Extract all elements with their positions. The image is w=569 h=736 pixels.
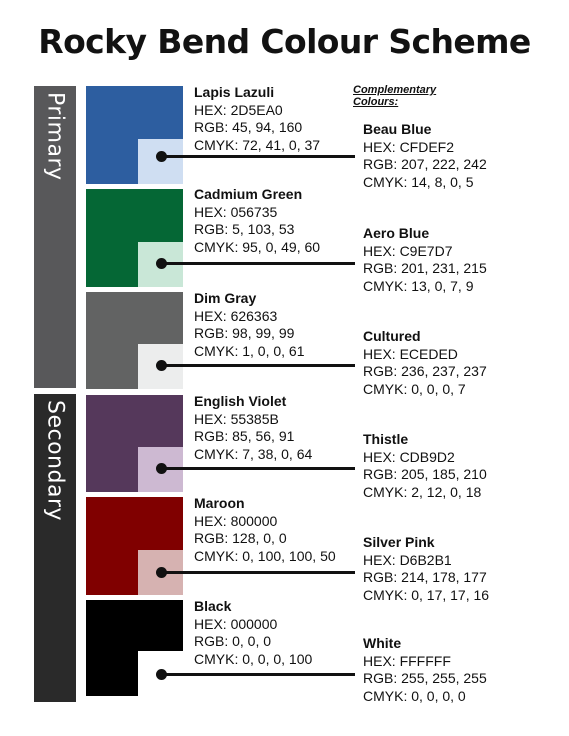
color-name: English Violet	[194, 393, 287, 409]
complementary-hex: HEX: D6B2B1	[363, 551, 452, 568]
connector-line	[160, 467, 355, 470]
color-name: Dim Gray	[194, 290, 257, 306]
connector-dot	[156, 463, 167, 474]
color-hex: HEX: 626363	[194, 307, 278, 324]
complementary-cmyk: CMYK: 0, 0, 0, 7	[363, 380, 466, 397]
complementary-info-cultured	[363, 328, 487, 398]
color-info-cadmium-green	[194, 186, 320, 256]
complementary-hex: HEX: FFFFFF	[363, 652, 451, 669]
color-cmyk: CMYK: 72, 41, 0, 37	[194, 136, 321, 153]
page-title: Rocky Bend Colour Scheme	[38, 22, 531, 61]
swatch-dim-gray	[86, 292, 183, 389]
primary-section-bar	[34, 86, 76, 388]
complementary-rgb: RGB: 236, 237, 237	[363, 363, 487, 379]
connector-line	[160, 571, 355, 574]
color-info-maroon	[194, 495, 336, 565]
connector-line	[160, 155, 355, 158]
connector-line	[160, 262, 355, 265]
complementary-hex: HEX: CFDEF2	[363, 138, 455, 155]
color-name: Cadmium Green	[194, 186, 303, 202]
color-rgb: RGB: 0, 0, 0	[194, 633, 272, 649]
complementary-heading-line-1: Complementary	[353, 84, 437, 96]
complementary-rgb: RGB: 201, 231, 215	[363, 260, 487, 276]
complementary-cmyk: CMYK: 0, 17, 17, 16	[363, 586, 490, 603]
complementary-cmyk: CMYK: 13, 0, 7, 9	[363, 277, 474, 294]
complementary-name: White	[363, 635, 402, 651]
complementary-rgb: RGB: 255, 255, 255	[363, 670, 487, 686]
complementary-info-beau-blue	[363, 121, 487, 191]
complementary-info-aero-blue	[363, 225, 487, 295]
color-rgb: RGB: 128, 0, 0	[194, 530, 287, 546]
color-hex: HEX: 000000	[194, 615, 278, 632]
complementary-name: Aero Blue	[363, 225, 430, 241]
complementary-info-thistle	[363, 431, 487, 501]
color-name: Black	[194, 598, 232, 614]
color-info-black	[194, 598, 312, 668]
complementary-hex: HEX: ECEDED	[363, 345, 458, 362]
complementary-info-silver-pink	[363, 534, 489, 604]
complementary-cmyk: CMYK: 0, 0, 0, 0	[363, 687, 466, 704]
swatch-english-violet	[86, 395, 183, 492]
secondary-section-label: Secondary	[42, 400, 68, 522]
color-rgb: RGB: 85, 56, 91	[194, 428, 295, 444]
color-rgb: RGB: 5, 103, 53	[194, 221, 295, 237]
complementary-heading	[353, 84, 436, 108]
connector-dot	[156, 360, 167, 371]
complementary-cmyk: CMYK: 2, 12, 0, 18	[363, 483, 482, 500]
complementary-name: Silver Pink	[363, 534, 435, 550]
color-rgb: RGB: 98, 99, 99	[194, 325, 295, 341]
color-cmyk: CMYK: 95, 0, 49, 60	[194, 238, 321, 255]
connector-line	[160, 364, 355, 367]
complementary-rgb: RGB: 214, 178, 177	[363, 569, 487, 585]
color-cmyk: CMYK: 0, 100, 100, 50	[194, 547, 336, 564]
color-name: Lapis Lazuli	[194, 84, 275, 100]
color-name: Maroon	[194, 495, 245, 511]
color-cmyk: CMYK: 1, 0, 0, 61	[194, 342, 305, 359]
complementary-cmyk: CMYK: 14, 8, 0, 5	[363, 173, 474, 190]
swatch-black	[86, 600, 183, 696]
swatch-lapis-lazuli	[86, 86, 183, 184]
connector-dot	[156, 567, 167, 578]
complementary-heading-line-2: Colours:	[353, 96, 399, 108]
color-rgb: RGB: 45, 94, 160	[194, 119, 303, 135]
complementary-info-white	[363, 635, 487, 705]
swatch-maroon	[86, 497, 183, 595]
color-cmyk: CMYK: 0, 0, 0, 100	[194, 650, 313, 667]
complementary-hex: HEX: CDB9D2	[363, 448, 455, 465]
connector-dot	[156, 258, 167, 269]
connector-line	[160, 673, 355, 676]
color-info-dim-gray	[194, 290, 305, 360]
complementary-hex: HEX: C9E7D7	[363, 242, 453, 259]
complementary-name: Beau Blue	[363, 121, 432, 137]
swatch-cadmium-green	[86, 189, 183, 287]
color-info-lapis-lazuli	[194, 84, 320, 154]
connector-dot	[156, 151, 167, 162]
color-cmyk: CMYK: 7, 38, 0, 64	[194, 445, 313, 462]
complementary-rgb: RGB: 205, 185, 210	[363, 466, 487, 482]
connector-dot	[156, 669, 167, 680]
color-hex: HEX: 056735	[194, 203, 278, 220]
secondary-section-bar	[34, 394, 76, 702]
complementary-name: Thistle	[363, 431, 409, 447]
color-info-english-violet	[194, 393, 312, 463]
color-hex: HEX: 2D5EA0	[194, 101, 283, 118]
complementary-name: Cultured	[363, 328, 421, 344]
color-hex: HEX: 55385B	[194, 410, 279, 427]
primary-section-label: Primary	[42, 92, 68, 181]
complementary-rgb: RGB: 207, 222, 242	[363, 156, 487, 172]
color-hex: HEX: 800000	[194, 512, 278, 529]
